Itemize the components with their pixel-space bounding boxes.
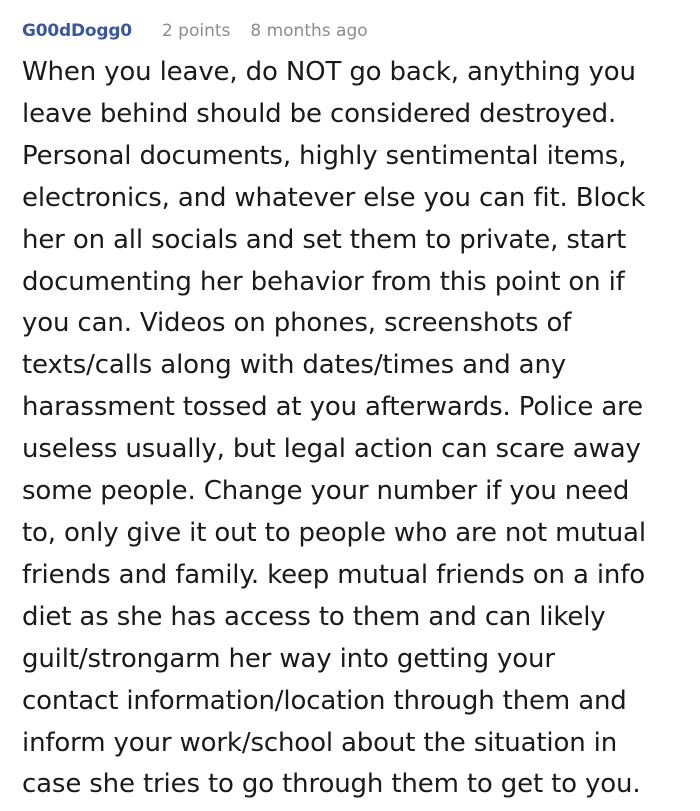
comment-line: you can. Videos on phones, screenshots of [22, 308, 572, 339]
comment-line: electronics, and whatever else you can fit. Block [22, 182, 646, 213]
comment-line: some people. Change your number if you need [22, 476, 630, 507]
username-link[interactable]: G00dDogg0 [22, 21, 132, 41]
points-count: 2 points [161, 21, 231, 41]
comment-line: contact information/location through them and [22, 685, 627, 716]
comment-line: inform your work/school about the situation in [22, 727, 618, 758]
comment-line: diet as she has access to them and can likely [22, 601, 606, 632]
comment-line: to, only give it out to people who are not mutual [22, 517, 646, 548]
comment-line: useless usually, but legal action can scare away [22, 434, 641, 465]
comment-line: case she tries to go through them to get to you. [22, 769, 641, 800]
comment-meta [22, 16, 692, 46]
comment-line: her on all socials and set them to private, start [22, 224, 627, 255]
comment-line: texts/calls along with dates/times and any [22, 350, 567, 381]
comment-line: friends and family. keep mutual friends on a info [22, 559, 646, 590]
comment-line: harassment tossed at you afterwards. Police are [22, 392, 643, 423]
comment-line: documenting her behavior from this point on if [22, 266, 625, 297]
comment-line: Personal documents, highly sentimental items, [22, 140, 627, 171]
comment-line: When you leave, do NOT go back, anything you [22, 57, 636, 87]
comment-line: leave behind should be considered destroyed. [22, 98, 617, 129]
timestamp: 8 months ago [250, 21, 368, 41]
comment-body [22, 52, 692, 806]
comment-line: guilt/strongarm her way into getting your [22, 643, 555, 674]
comment [22, 16, 692, 806]
